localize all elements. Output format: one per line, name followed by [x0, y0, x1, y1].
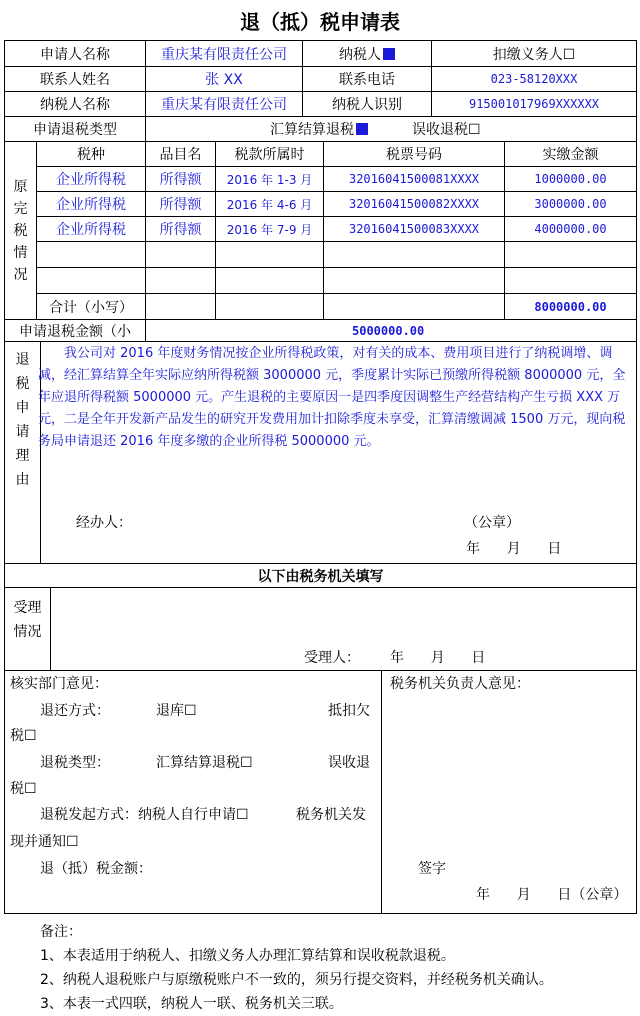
acceptance-date: 年 月 日 — [390, 650, 486, 666]
refund-offset-amount-label: 退（抵）税金额： — [40, 861, 152, 877]
sign-label: 签字 — [418, 861, 446, 877]
receiver-label: 受理人： — [304, 650, 360, 666]
refund-kind-erroneous-checkbox-wrap[interactable]: 税☐ — [10, 781, 37, 797]
table-cell[interactable]: 所得额 — [146, 167, 216, 192]
applicant-label: 申请人名称 — [5, 41, 146, 67]
side-char: 理 — [15, 448, 30, 464]
table-cell-empty[interactable] — [216, 242, 324, 268]
verify-heading: 核实部门意见： — [10, 676, 108, 692]
total-label: 合计（小写） — [37, 294, 146, 320]
table-cell-empty[interactable] — [37, 242, 146, 268]
side-char: 况 — [13, 266, 28, 283]
header-tax-type: 税种 — [37, 142, 146, 167]
chief-date: 年 月 日（公章） — [476, 887, 628, 903]
table-cell-empty[interactable] — [505, 268, 636, 294]
header-item-name: 品目名 — [146, 142, 216, 167]
chief-heading: 税务机关负责人意见： — [390, 676, 530, 692]
table-cell-empty — [216, 294, 324, 320]
notes — [40, 920, 553, 1016]
table-cell-empty[interactable] — [324, 268, 505, 294]
table-cell-empty[interactable] — [505, 242, 636, 268]
return-method-offset-checkbox-wrap[interactable]: 税☐ — [10, 728, 37, 744]
taxpayer-name-value[interactable]: 重庆某有限责任公司 — [146, 92, 303, 117]
side-char: 原 — [13, 178, 28, 195]
table-cell[interactable]: 4000000.00 — [505, 217, 636, 242]
header-tax-period: 税款所属时 — [216, 142, 324, 167]
acceptance-label — [5, 588, 51, 671]
table-cell-empty — [324, 294, 505, 320]
withholder-option[interactable]: 扣缴义务人☐ — [432, 41, 636, 67]
return-method-label: 退还方式： — [40, 703, 110, 719]
table-cell-empty[interactable] — [146, 268, 216, 294]
table-cell-empty[interactable] — [216, 268, 324, 294]
table-cell[interactable]: 2016 年 4-6 月 — [216, 192, 324, 217]
refund-type-settlement-option[interactable] — [270, 119, 368, 139]
taxpayer-option-label: 纳税人 — [339, 46, 381, 63]
phone-label: 联系电话 — [303, 67, 432, 92]
side-char: 退 — [15, 352, 30, 368]
table-cell[interactable]: 所得额 — [146, 192, 216, 217]
side-char: 完 — [13, 200, 28, 217]
reason-side-label — [5, 342, 41, 564]
side-char: 情 — [13, 244, 28, 261]
table-cell[interactable]: 1000000.00 — [505, 167, 636, 192]
taxpayer-option[interactable] — [303, 41, 432, 67]
total-value[interactable]: 8000000.00 — [505, 294, 636, 320]
applicant-value[interactable]: 重庆某有限责任公司 — [146, 41, 303, 67]
refund-type-settlement-label: 汇算结算退税 — [270, 122, 354, 138]
checked-box-icon — [383, 48, 395, 60]
table-cell[interactable]: 企业所得税 — [37, 192, 146, 217]
table-cell-empty[interactable] — [146, 242, 216, 268]
side-char: 由 — [15, 472, 30, 488]
reason-date: 年 月 日 — [466, 541, 562, 557]
notes-heading: 备注： — [40, 924, 82, 940]
refund-type-options — [146, 117, 636, 142]
return-method-offset-checkbox[interactable]: 抵扣欠 — [328, 703, 370, 719]
return-method-treasury-checkbox[interactable]: 退库☐ — [156, 703, 197, 719]
table-cell[interactable]: 32016041500081XXXX — [324, 167, 505, 192]
table-cell[interactable]: 32016041500082XXXX — [324, 192, 505, 217]
taxpayer-id-label: 纳税人识别 — [303, 92, 432, 117]
checked-box-icon — [356, 123, 368, 135]
table-cell[interactable]: 所得额 — [146, 217, 216, 242]
side-char: 税 — [13, 222, 28, 239]
handler-label: 经办人： — [76, 515, 132, 531]
seal-label: （公章） — [464, 515, 520, 531]
refund-application-form — [4, 40, 637, 914]
table-cell[interactable]: 企业所得税 — [37, 217, 146, 242]
initiate-method-office-checkbox[interactable]: 税务机关发 — [296, 807, 366, 823]
column-divider — [381, 671, 382, 914]
refund-amount-value[interactable]: 5000000.00 — [146, 320, 636, 342]
header-ticket-number: 税票号码 — [324, 142, 505, 167]
table-cell[interactable]: 2016 年 1-3 月 — [216, 167, 324, 192]
office-header: 以下由税务机关填写 — [5, 564, 636, 588]
table-cell[interactable]: 3000000.00 — [505, 192, 636, 217]
note-item: 3、本表一式四联，纳税人一联、税务机关三联。 — [40, 996, 343, 1012]
table-cell-empty[interactable] — [37, 268, 146, 294]
refund-amount-label: 申请退税金额（小 — [5, 320, 146, 342]
refund-kind-settlement-checkbox[interactable]: 汇算结算退税☐ — [156, 755, 253, 771]
form-title: 退（抵）税申请表 — [240, 10, 400, 34]
original-tax-side-label — [5, 142, 37, 320]
reason-text: 我公司对 2016 年度财务情况按企业所得税政策，对有关的成本、费用项目进行了纳税调增、调减，经汇算结算全年实际应纳所得税额 3000000 元，季度累计实际已预缴所得税额 8000000 元，全年应退所得税额 5000000 元。产生退税的主要原因一是四季度因调整生产经营结构产生亏损 XXX 万元，二是全年开发新产品发生的研究开发费用加计扣除季度未享受，汇算清缴调减 1500 万元，现向税务局申请退还 2016 年度多缴的企业所得税 5000000 元。 — [38, 346, 626, 449]
initiate-method-self-checkbox[interactable]: 退税发起方式：纳税人自行申请☐ — [40, 807, 249, 823]
initiate-method-office-checkbox-wrap[interactable]: 现并通知☐ — [10, 834, 79, 850]
table-cell[interactable]: 32016041500083XXXX — [324, 217, 505, 242]
refund-kind-erroneous-checkbox[interactable]: 误收退 — [328, 755, 370, 771]
side-char: 税 — [15, 376, 30, 392]
refund-type-erroneous-option[interactable]: 误收退税☐ — [412, 122, 481, 138]
header-paid-amount: 实缴金额 — [505, 142, 636, 167]
side-char: 请 — [15, 424, 30, 440]
contact-label: 联系人姓名 — [5, 67, 146, 92]
acceptance-label-line: 情况 — [13, 624, 42, 640]
taxpayer-id-value[interactable]: 915001017969XXXXXX — [432, 92, 636, 117]
table-cell-empty — [146, 294, 216, 320]
taxpayer-name-label: 纳税人名称 — [5, 92, 146, 117]
acceptance-label-line: 受理 — [13, 600, 42, 616]
refund-kind-label: 退税类型： — [40, 755, 110, 771]
table-cell[interactable]: 2016 年 7-9 月 — [216, 217, 324, 242]
table-cell[interactable]: 企业所得税 — [37, 167, 146, 192]
contact-value[interactable]: 张 XX — [146, 67, 303, 92]
note-item: 1、本表适用于纳税人、扣缴义务人办理汇算结算和误收税款退税。 — [40, 948, 455, 964]
phone-value[interactable]: 023-58120XXX — [432, 67, 636, 92]
refund-type-label: 申请退税类型 — [5, 117, 146, 142]
table-cell-empty[interactable] — [324, 242, 505, 268]
side-char: 申 — [15, 400, 30, 416]
note-item: 2、纳税人退税账户与原缴税账户不一致的，须另行提交资料，并经税务机关确认。 — [40, 972, 553, 988]
